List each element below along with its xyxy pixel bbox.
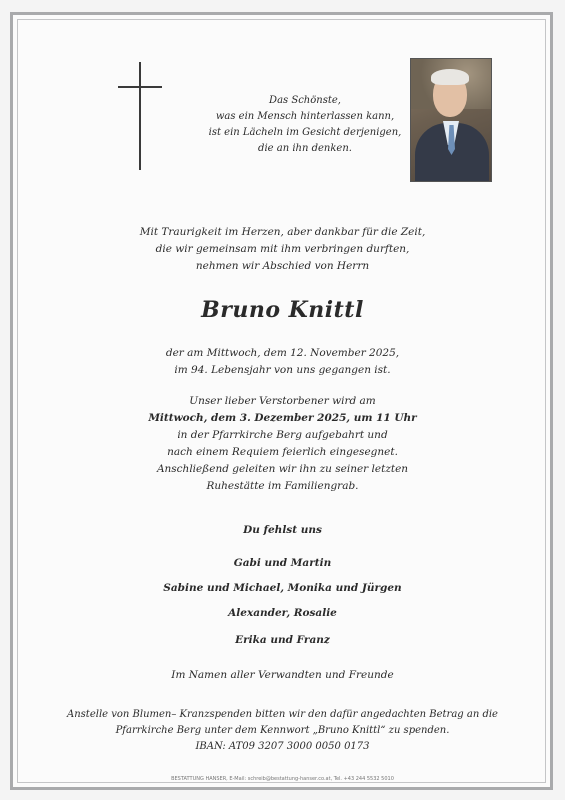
mourners-closing: Im Namen aller Verwandten und Freunde — [171, 669, 394, 681]
death-line: im 94. Lebensjahr von uns gegangen ist. — [174, 364, 391, 376]
death-line: der am Mittwoch, dem 12. November 2025, — [165, 347, 400, 359]
quote-line: Das Schönste, — [269, 95, 341, 106]
donation-iban: IBAN: AT09 3207 3000 0050 0173 — [195, 741, 370, 752]
quote-line: die an ihn denken. — [258, 143, 352, 154]
donation-line: Pfarrkirche Berg unter dem Kennwort „Bruno Knittl“ zu spenden. — [115, 725, 450, 736]
funeral-date: Mittwoch, dem 3. Dezember 2025, um 11 Uhr — [148, 412, 417, 424]
quote-line: ist ein Lächeln im Gesicht derjenigen, — [208, 127, 402, 138]
cross-icon — [118, 62, 162, 170]
funeral-line: in der Pfarrkirche Berg aufgebahrt und — [177, 429, 388, 441]
footer-contact: BESTATTUNG HANSER, E-Mail: schreib@bestattung-hanser.co.at, Tel. +43 244 5532 5010 — [171, 776, 394, 782]
mourners-heading: Du fehlst uns — [243, 524, 322, 536]
funeral-line: nach einem Requiem feierlich eingesegnet. — [167, 446, 398, 458]
intro-line: nehmen wir Abschied von Herrn — [195, 260, 370, 272]
memorial-quote — [200, 93, 410, 157]
funeral-line: Anschließend geleiten wir ihn zu seiner letzten — [156, 463, 409, 475]
mourner-names: Sabine und Michael, Monika und Jürgen — [163, 582, 402, 594]
funeral-line: Ruhestätte im Familiengrab. — [206, 480, 359, 492]
funeral-line: Unser lieber Verstorbener wird am — [189, 395, 376, 407]
quote-line: was ein Mensch hinterlassen kann, — [215, 111, 395, 122]
portrait-photo — [410, 58, 492, 182]
intro-line: die wir gemeinsam mit ihm verbringen durften, — [155, 243, 410, 255]
mourner-names: Gabi und Martin — [233, 557, 332, 569]
donation-line: Anstelle von Blumen– Kranzspenden bitten wir den dafür angedachten Betrag an die — [67, 709, 498, 720]
deceased-name: Bruno Knittl — [201, 297, 364, 323]
mourner-names: Erika und Franz — [235, 634, 330, 646]
intro-line: Mit Traurigkeit im Herzen, aber dankbar für die Zeit, — [139, 226, 426, 238]
mourner-names: Alexander, Rosalie — [228, 607, 337, 619]
